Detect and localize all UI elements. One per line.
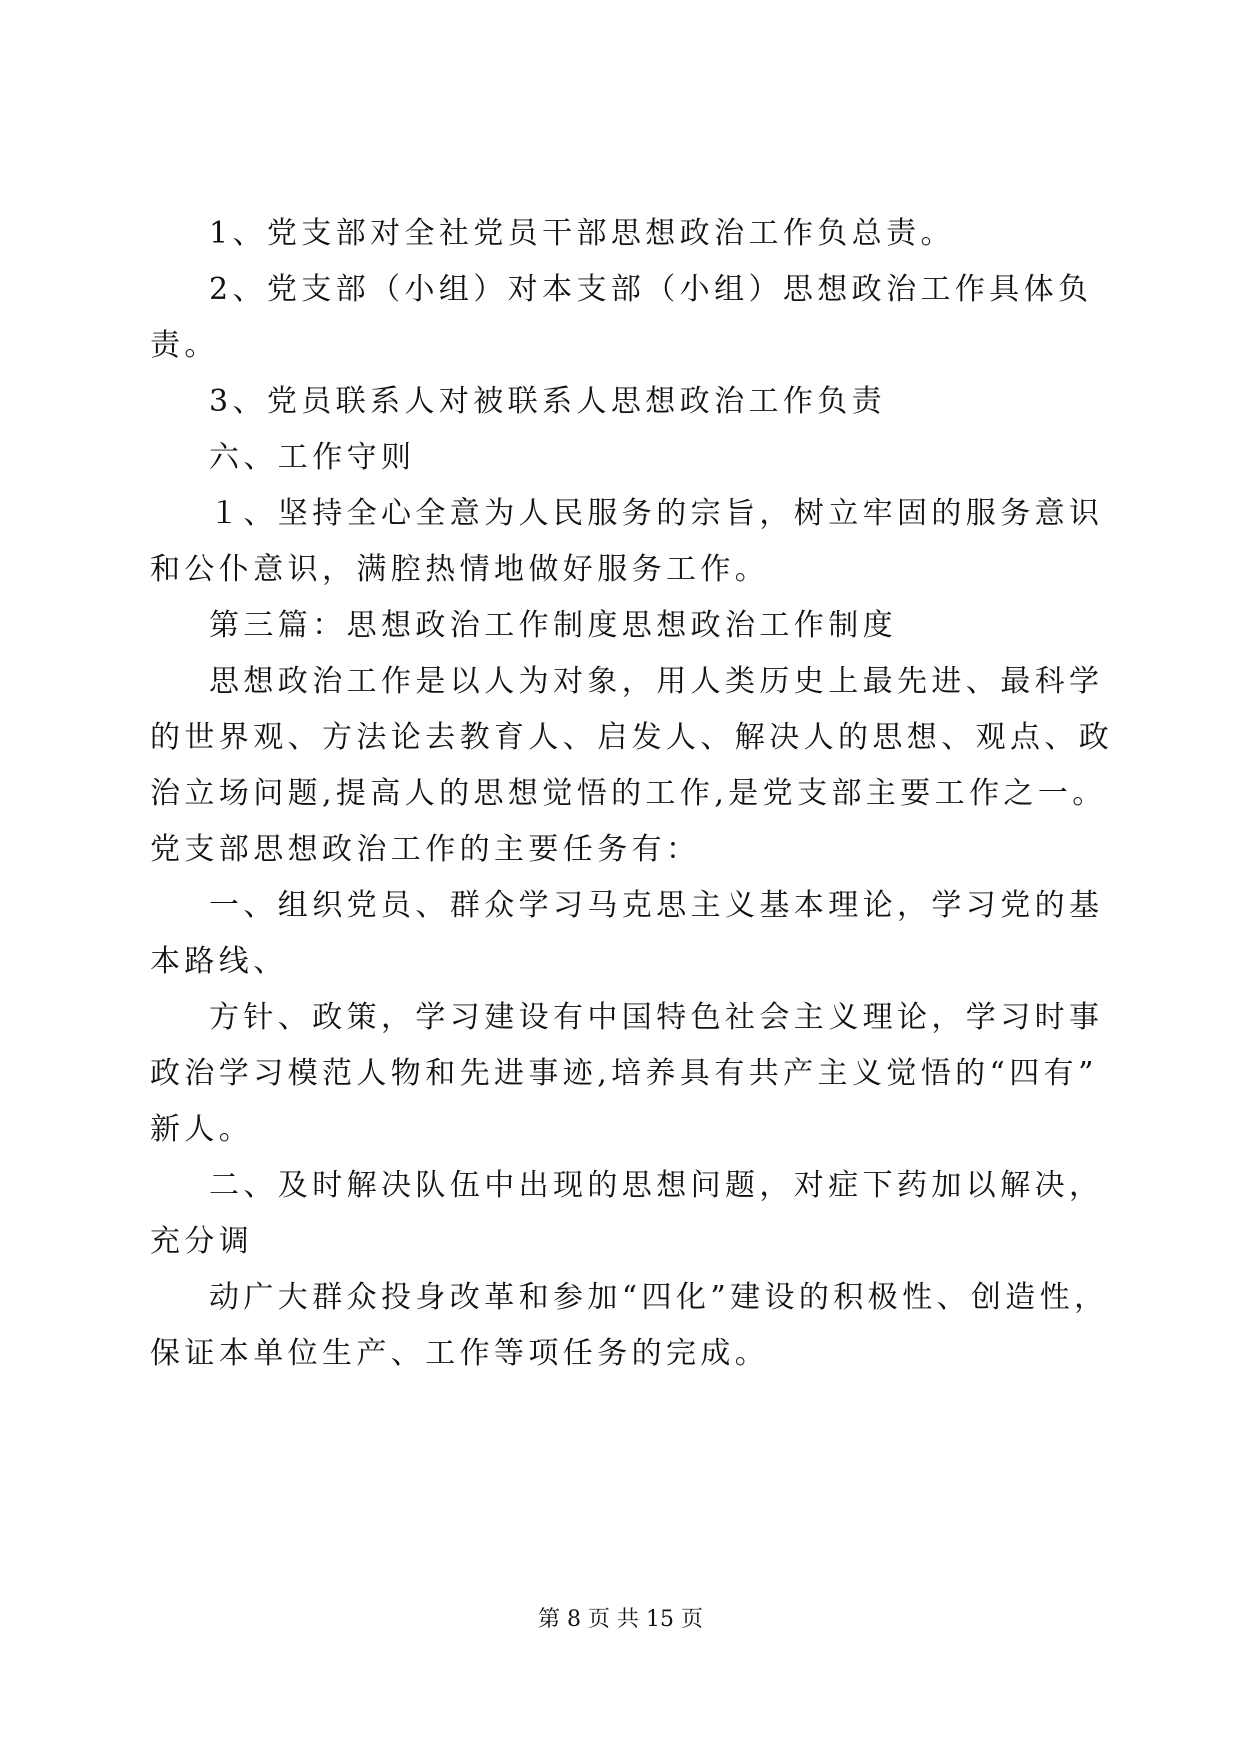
text-line: 方针、政策，学习建设有中国特色社会主义理论，学习时事 (209, 1000, 1104, 1035)
text-line: 保证本单位生产、工作等项任务的完成。 (150, 1336, 770, 1371)
text-line: 本路线、 (150, 944, 288, 979)
text-line: 责。 (150, 328, 219, 363)
text-line: 治立场问题,提高人的思想觉悟的工作,是党支部主要工作之一。 (150, 776, 1107, 811)
text-line: 新人。 (150, 1112, 254, 1147)
text-line: 党支部思想政治工作的主要任务有： (150, 832, 701, 867)
section-heading: 六、工作守则 (209, 440, 416, 475)
text-line: 2、党支部（小组）对本支部（小组）思想政治工作具体负 (209, 272, 1093, 307)
text-line: 一、组织党员、群众学习马克思主义基本理论，学习党的基 (209, 888, 1104, 923)
text-line: 的世界观、方法论去教育人、启发人、解决人的思想、观点、政 (150, 720, 1114, 755)
text-line: 二、及时解决队伍中出现的思想问题，对症下药加以解决， (209, 1168, 1104, 1203)
text-line: １、坚持全心全意为人民服务的宗旨，树立牢固的服务意识 (209, 496, 1104, 531)
page-number-footer: 第 8 页 共 15 页 (538, 1607, 703, 1632)
text-line: 政治学习模范人物和先进事迹,培养具有共产主义觉悟的“四有” (150, 1056, 1098, 1091)
text-line: 1、党支部对全社党员干部思想政治工作负总责。 (209, 216, 955, 251)
chapter-heading: 第三篇：思想政治工作制度思想政治工作制度 (209, 608, 897, 643)
text-line: 动广大群众投身改革和参加“四化”建设的积极性、创造性， (209, 1280, 1109, 1315)
text-line: 思想政治工作是以人为对象，用人类历史上最先进、最科学 (209, 664, 1104, 699)
text-line: 充分调 (150, 1224, 254, 1259)
text-line: 和公仆意识，满腔热情地做好服务工作。 (150, 552, 770, 587)
text-line: 3、党员联系人对被联系人思想政治工作负责 (209, 384, 887, 419)
